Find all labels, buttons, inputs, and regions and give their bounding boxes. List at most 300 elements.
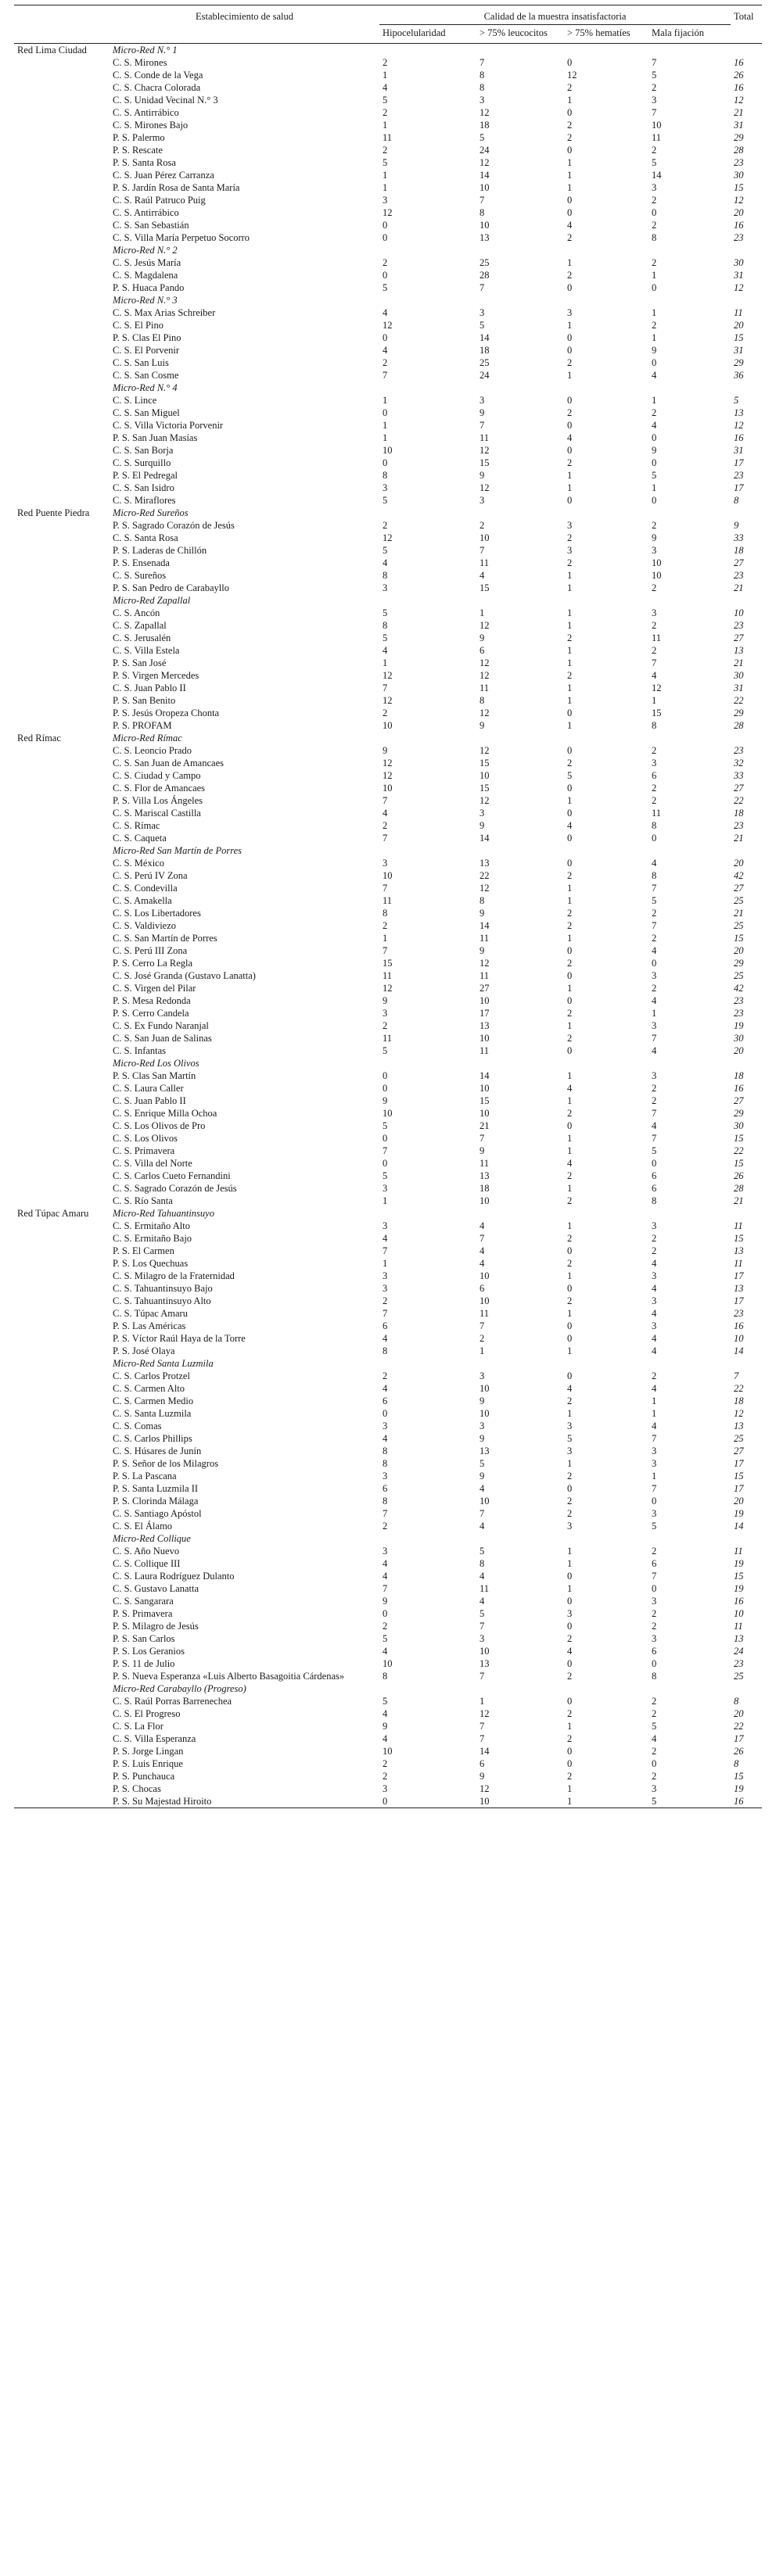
red-blank bbox=[14, 194, 110, 206]
red-blank bbox=[14, 1582, 110, 1595]
hematies-cell: 2 bbox=[567, 1008, 573, 1019]
mala-fijacion-cell: 0 bbox=[652, 833, 657, 844]
table-row bbox=[14, 944, 762, 957]
hipocelularidad-cell: 2 bbox=[383, 357, 388, 368]
establecimiento-cell: C. S. El Progreso bbox=[113, 1708, 181, 1719]
red-blank bbox=[14, 682, 110, 694]
total-cell: 30 bbox=[734, 670, 744, 681]
hipocelularidad-cell: 2 bbox=[383, 520, 388, 531]
hipocelularidad-cell: 1 bbox=[383, 933, 388, 944]
table-row bbox=[14, 369, 762, 382]
hematies-cell: 1 bbox=[567, 470, 573, 481]
red-blank bbox=[14, 1745, 110, 1757]
leucocitos-cell: 4 bbox=[480, 1245, 485, 1256]
hematies-cell: 1 bbox=[567, 895, 573, 906]
header-hipocelularidad: Hipocelularidad bbox=[379, 25, 476, 44]
total-cell: 16 bbox=[731, 1795, 762, 1808]
red-blank bbox=[14, 994, 110, 1007]
establecimiento-cell: P. S. San José bbox=[113, 657, 167, 668]
total-cell: 11 bbox=[734, 1220, 743, 1231]
establecimiento-cell: P. S. Santa Luzmila II bbox=[113, 1483, 199, 1494]
establecimiento-cell: P. S. Villa Los Ángeles bbox=[113, 795, 203, 806]
mala-fijacion-cell: 0 bbox=[652, 357, 657, 368]
hematies-cell: 1 bbox=[567, 883, 573, 894]
mala-fijacion-cell: 2 bbox=[652, 320, 657, 331]
total-cell: 16 bbox=[734, 1596, 744, 1607]
hipocelularidad-cell: 5 bbox=[383, 1120, 388, 1131]
red-blank bbox=[14, 1670, 110, 1682]
hematies-cell: 1 bbox=[567, 95, 573, 106]
hipocelularidad-cell: 10 bbox=[383, 1108, 393, 1119]
table-row bbox=[14, 807, 762, 819]
hematies-cell: 1 bbox=[567, 1458, 573, 1469]
leucocitos-cell: 12 bbox=[480, 445, 490, 456]
table-row bbox=[14, 1607, 762, 1620]
hipocelularidad-cell: 7 bbox=[383, 795, 388, 806]
hipocelularidad-cell: 9 bbox=[383, 745, 388, 756]
hematies-cell: 4 bbox=[567, 820, 573, 831]
establecimiento-cell: C. S. San Martín de Porres bbox=[113, 933, 217, 944]
table-row bbox=[14, 1582, 762, 1595]
hipocelularidad-cell: 7 bbox=[383, 833, 388, 844]
red-blank bbox=[14, 482, 110, 494]
total-cell: 11 bbox=[734, 1621, 743, 1632]
leucocitos-cell: 4 bbox=[480, 570, 485, 581]
hematies-cell: 0 bbox=[567, 1571, 573, 1582]
total-cell: 26 bbox=[734, 70, 744, 81]
hipocelularidad-cell: 6 bbox=[383, 1395, 388, 1406]
hematies-cell: 2 bbox=[567, 1258, 573, 1269]
total-cell: 23 bbox=[734, 820, 744, 831]
microred-row bbox=[14, 844, 762, 857]
mala-fijacion-cell: 0 bbox=[652, 1496, 657, 1507]
red-blank bbox=[14, 644, 110, 657]
table-row bbox=[14, 1182, 762, 1195]
leucocitos-cell: 6 bbox=[480, 1283, 485, 1294]
total-cell: 17 bbox=[734, 1295, 744, 1306]
hipocelularidad-cell: 1 bbox=[383, 395, 388, 406]
leucocitos-cell: 7 bbox=[480, 545, 485, 556]
mala-fijacion-cell: 2 bbox=[652, 1771, 657, 1782]
mala-fijacion-cell: 3 bbox=[652, 1220, 657, 1231]
establecimiento-cell: C. S. Comas bbox=[113, 1421, 162, 1431]
red-blank bbox=[14, 1019, 110, 1032]
total-cell: 31 bbox=[734, 445, 744, 456]
hematies-cell: 2 bbox=[567, 632, 573, 643]
hematies-cell: 1 bbox=[567, 1721, 573, 1732]
table-row bbox=[14, 319, 762, 331]
leucocitos-cell: 4 bbox=[480, 1258, 485, 1269]
hipocelularidad-cell: 10 bbox=[383, 1658, 393, 1669]
leucocitos-cell: 10 bbox=[480, 1408, 490, 1419]
red-name bbox=[14, 1682, 110, 1695]
establecimiento-cell: C. S. Valdiviezo bbox=[113, 920, 177, 931]
hipocelularidad-cell: 10 bbox=[383, 870, 393, 881]
hipocelularidad-cell: 1 bbox=[383, 120, 388, 131]
hipocelularidad-cell: 8 bbox=[383, 1671, 388, 1682]
total-cell: 31 bbox=[734, 120, 744, 131]
total-cell: 12 bbox=[734, 95, 744, 106]
total-cell: 8 bbox=[734, 1696, 739, 1707]
mala-fijacion-cell: 5 bbox=[652, 157, 657, 168]
hematies-cell: 4 bbox=[567, 1383, 573, 1394]
total-cell: 32 bbox=[734, 758, 744, 769]
hematies-cell: 2 bbox=[567, 1295, 573, 1306]
establecimiento-cell: P. S. Ensenada bbox=[113, 557, 170, 568]
hipocelularidad-cell: 12 bbox=[383, 983, 393, 994]
hematies-cell: 2 bbox=[567, 920, 573, 931]
table-row bbox=[14, 519, 762, 532]
table-row bbox=[14, 1757, 762, 1770]
hematies-cell: 0 bbox=[567, 107, 573, 118]
mala-fijacion-cell: 5 bbox=[652, 895, 657, 906]
red-blank bbox=[14, 356, 110, 369]
establecimiento-cell: P. S. La Pascana bbox=[113, 1471, 177, 1481]
hipocelularidad-cell: 1 bbox=[383, 1195, 388, 1206]
establecimiento-cell: P. S. San Pedro de Carabayllo bbox=[113, 582, 229, 593]
red-blank bbox=[14, 1645, 110, 1657]
hipocelularidad-cell: 0 bbox=[383, 457, 388, 468]
red-blank bbox=[14, 1470, 110, 1482]
total-cell: 15 bbox=[734, 1571, 744, 1582]
red-blank bbox=[14, 1082, 110, 1095]
table-row bbox=[14, 81, 762, 94]
table-row bbox=[14, 482, 762, 494]
mala-fijacion-cell: 3 bbox=[652, 1508, 657, 1519]
total-cell: 25 bbox=[734, 970, 744, 981]
hematies-cell: 1 bbox=[567, 1145, 573, 1156]
red-blank bbox=[14, 144, 110, 156]
table-row bbox=[14, 444, 762, 457]
total-cell: 22 bbox=[734, 1145, 744, 1156]
hipocelularidad-cell: 3 bbox=[383, 1183, 388, 1194]
hipocelularidad-cell: 5 bbox=[383, 607, 388, 618]
establecimiento-cell: C. S. Flor de Amancaes bbox=[113, 783, 206, 794]
red-blank bbox=[14, 1257, 110, 1270]
table-row bbox=[14, 782, 762, 794]
leucocitos-cell: 12 bbox=[480, 482, 490, 493]
hipocelularidad-cell: 1 bbox=[383, 432, 388, 443]
leucocitos-cell: 3 bbox=[480, 1421, 485, 1431]
mala-fijacion-cell: 3 bbox=[652, 182, 657, 193]
mala-fijacion-cell: 2 bbox=[652, 257, 657, 268]
red-blank bbox=[14, 1220, 110, 1232]
hematies-cell: 1 bbox=[567, 1183, 573, 1194]
table-row bbox=[14, 1320, 762, 1332]
table-row bbox=[14, 1245, 762, 1257]
establecimiento-cell: C. S. Los Olivos bbox=[113, 1133, 178, 1144]
establecimiento-cell: C. S. Juan Pérez Carranza bbox=[113, 170, 214, 181]
establecimiento-cell: C. S. Miraflores bbox=[113, 495, 176, 506]
total-cell: 22 bbox=[734, 1721, 744, 1732]
mala-fijacion-cell: 5 bbox=[652, 70, 657, 81]
hipocelularidad-cell: 2 bbox=[383, 107, 388, 118]
leucocitos-cell: 8 bbox=[480, 70, 485, 81]
hematies-cell: 0 bbox=[567, 332, 573, 343]
mala-fijacion-cell: 2 bbox=[652, 582, 657, 593]
mala-fijacion-cell: 4 bbox=[652, 670, 657, 681]
header-total: Total bbox=[731, 5, 762, 25]
total-cell: 15 bbox=[734, 182, 744, 193]
establecimiento-cell: C. S. Tahuantinsuyo Bajo bbox=[113, 1283, 213, 1294]
microred-name: Micro-Red Los Olivos bbox=[113, 1058, 199, 1069]
hipocelularidad-cell: 3 bbox=[383, 582, 388, 593]
table-row bbox=[14, 632, 762, 644]
red-blank bbox=[14, 269, 110, 281]
table-row bbox=[14, 1382, 762, 1395]
table-row bbox=[14, 344, 762, 356]
mala-fijacion-cell: 3 bbox=[652, 1458, 657, 1469]
header-calidad: Calidad de la muestra insatisfactoria bbox=[379, 5, 731, 25]
total-cell: 21 bbox=[734, 908, 744, 919]
mala-fijacion-cell: 3 bbox=[652, 95, 657, 106]
table-row bbox=[14, 819, 762, 832]
leucocitos-cell: 18 bbox=[480, 345, 490, 356]
leucocitos-cell: 15 bbox=[480, 457, 490, 468]
total-cell: 9 bbox=[734, 520, 739, 531]
establecimiento-cell: C. S. Perú IV Zona bbox=[113, 870, 188, 881]
table-row bbox=[14, 669, 762, 682]
mala-fijacion-cell: 10 bbox=[652, 120, 662, 131]
mala-fijacion-cell: 4 bbox=[652, 1733, 657, 1744]
red-blank bbox=[14, 1495, 110, 1507]
header-total-blank-2 bbox=[731, 25, 762, 44]
total-cell: 17 bbox=[734, 482, 744, 493]
mala-fijacion-cell: 5 bbox=[652, 1521, 657, 1532]
total-cell: 26 bbox=[734, 1746, 744, 1757]
establecimiento-cell: P. S. PROFAM bbox=[113, 720, 172, 731]
microred-name: Micro-Red N.° 2 bbox=[113, 245, 178, 256]
establecimiento-cell: C. S. Ermitaño Alto bbox=[113, 1220, 190, 1231]
hipocelularidad-cell: 4 bbox=[383, 1708, 388, 1719]
establecimiento-cell: P. S. Nueva Esperanza «Luis Alberto Basagoitia Cárdenas» bbox=[113, 1671, 345, 1682]
table-row bbox=[14, 1707, 762, 1720]
hematies-cell: 2 bbox=[567, 120, 573, 131]
total-cell: 29 bbox=[734, 132, 744, 143]
table-row bbox=[14, 1545, 762, 1557]
table-row bbox=[14, 832, 762, 844]
hematies-cell: 0 bbox=[567, 207, 573, 218]
leucocitos-cell: 3 bbox=[480, 1633, 485, 1644]
red-blank bbox=[14, 432, 110, 444]
leucocitos-cell: 11 bbox=[480, 557, 490, 568]
total-cell: 24 bbox=[734, 1646, 744, 1657]
hipocelularidad-cell: 3 bbox=[383, 1783, 388, 1794]
total-cell: 23 bbox=[734, 157, 744, 168]
red-name bbox=[14, 844, 110, 857]
leucocitos-cell: 12 bbox=[480, 958, 490, 969]
mala-fijacion-cell: 1 bbox=[652, 1408, 657, 1419]
red-blank bbox=[14, 181, 110, 194]
leucocitos-cell: 7 bbox=[480, 1621, 485, 1632]
table-row bbox=[14, 1270, 762, 1282]
leucocitos-cell: 17 bbox=[480, 1008, 490, 1019]
hematies-cell: 1 bbox=[567, 257, 573, 268]
red-blank bbox=[14, 982, 110, 994]
red-blank bbox=[14, 1270, 110, 1282]
hematies-cell: 1 bbox=[567, 645, 573, 656]
red-blank bbox=[14, 544, 110, 557]
establecimiento-cell: P. S. Cerro La Regla bbox=[113, 958, 193, 969]
mala-fijacion-cell: 2 bbox=[652, 908, 657, 919]
establecimiento-cell: P. S. Clas El Pino bbox=[113, 332, 181, 343]
total-cell: 13 bbox=[734, 1283, 744, 1294]
red-blank bbox=[14, 169, 110, 181]
table-row bbox=[14, 1445, 762, 1457]
red-blank bbox=[14, 1120, 110, 1132]
red-blank bbox=[14, 957, 110, 969]
establecimiento-cell: P. S. Mesa Redonda bbox=[113, 995, 191, 1006]
total-cell: 12 bbox=[734, 420, 744, 431]
hipocelularidad-cell: 3 bbox=[383, 1008, 388, 1019]
table-row bbox=[14, 469, 762, 482]
mala-fijacion-cell: 4 bbox=[652, 420, 657, 431]
mala-fijacion-cell: 7 bbox=[652, 57, 657, 68]
leucocitos-cell: 9 bbox=[480, 908, 485, 919]
leucocitos-cell: 28 bbox=[480, 270, 490, 281]
hematies-cell: 2 bbox=[567, 1471, 573, 1481]
leucocitos-cell: 10 bbox=[480, 220, 490, 231]
mala-fijacion-cell: 5 bbox=[652, 1145, 657, 1156]
establecimiento-cell: C. S. Condevilla bbox=[113, 883, 178, 894]
hematies-cell: 0 bbox=[567, 858, 573, 869]
establecimiento-cell: C. S. Ancón bbox=[113, 607, 160, 618]
hematies-cell: 1 bbox=[567, 482, 573, 493]
total-cell: 23 bbox=[734, 1308, 744, 1319]
total-cell: 28 bbox=[734, 720, 744, 731]
hematies-cell: 1 bbox=[567, 933, 573, 944]
leucocitos-cell: 12 bbox=[480, 107, 490, 118]
leucocitos-cell: 12 bbox=[480, 708, 490, 718]
red-name bbox=[14, 244, 110, 256]
hematies-cell: 0 bbox=[567, 1320, 573, 1331]
establecimiento-cell: P. S. Chocas bbox=[113, 1783, 161, 1794]
total-cell: 8 bbox=[734, 1758, 739, 1769]
establecimiento-cell: P. S. Jesús Oropeza Chonta bbox=[113, 708, 220, 718]
table-row bbox=[14, 1520, 762, 1532]
total-cell: 28 bbox=[734, 145, 744, 156]
microred-name: Micro-Red N.° 3 bbox=[113, 295, 178, 306]
microred-name: Micro-Red N.° 1 bbox=[113, 45, 178, 56]
establecimiento-cell: C. S. Los Olivos de Pro bbox=[113, 1120, 206, 1131]
total-cell: 15 bbox=[734, 1771, 744, 1782]
hipocelularidad-cell: 0 bbox=[383, 332, 388, 343]
hematies-cell: 0 bbox=[567, 57, 573, 68]
hematies-cell: 0 bbox=[567, 745, 573, 756]
hematies-cell: 3 bbox=[567, 1521, 573, 1532]
hematies-cell: 0 bbox=[567, 1245, 573, 1256]
hematies-cell: 2 bbox=[567, 407, 573, 418]
hematies-cell: 3 bbox=[567, 1421, 573, 1431]
total-cell: 25 bbox=[734, 920, 744, 931]
red-blank bbox=[14, 81, 110, 94]
total-cell: 30 bbox=[734, 1120, 744, 1131]
table-row bbox=[14, 169, 762, 181]
red-blank bbox=[14, 1107, 110, 1120]
establecimiento-cell: C. S. San Sebastián bbox=[113, 220, 189, 231]
table-row bbox=[14, 794, 762, 807]
total-cell: 29 bbox=[734, 1108, 744, 1119]
leucocitos-cell: 25 bbox=[480, 257, 490, 268]
hematies-cell: 1 bbox=[567, 1220, 573, 1231]
table-row bbox=[14, 557, 762, 569]
hipocelularidad-cell: 5 bbox=[383, 95, 388, 106]
leucocitos-cell: 11 bbox=[480, 1158, 490, 1169]
red-blank bbox=[14, 156, 110, 169]
hematies-cell: 0 bbox=[567, 1370, 573, 1381]
mala-fijacion-cell: 5 bbox=[648, 1795, 731, 1808]
establecimiento-cell: C. S. Laura Rodríguez Dulanto bbox=[113, 1571, 235, 1582]
red-blank bbox=[14, 1345, 110, 1357]
hematies-cell: 3 bbox=[567, 520, 573, 531]
establecimiento-cell: C. S. Sangarara bbox=[113, 1596, 174, 1607]
table-row bbox=[14, 957, 762, 969]
mala-fijacion-cell: 0 bbox=[652, 457, 657, 468]
hematies-cell: 2 bbox=[567, 1395, 573, 1406]
table-row bbox=[14, 532, 762, 544]
total-cell: 13 bbox=[734, 407, 744, 418]
mala-fijacion-cell: 1 bbox=[652, 307, 657, 318]
establecimiento-cell: C. S. La Flor bbox=[113, 1721, 163, 1732]
header-hematies: > 75% hematíes bbox=[564, 25, 648, 44]
mala-fijacion-cell: 2 bbox=[652, 220, 657, 231]
leucocitos-cell: 7 bbox=[480, 1320, 485, 1331]
leucocitos-cell: 12 bbox=[480, 657, 490, 668]
table-row bbox=[14, 1782, 762, 1795]
table-row bbox=[14, 56, 762, 69]
table-row bbox=[14, 394, 762, 407]
leucocitos-cell: 18 bbox=[480, 1183, 490, 1194]
hipocelularidad-cell: 0 bbox=[383, 407, 388, 418]
table-row bbox=[14, 1257, 762, 1270]
total-cell: 12 bbox=[734, 195, 744, 206]
establecimiento-cell: C. S. Juan Pablo II bbox=[113, 683, 186, 693]
table-row bbox=[14, 1145, 762, 1157]
microred-name: Micro-Red Carabayllo (Progreso) bbox=[113, 1683, 246, 1694]
hematies-cell: 2 bbox=[567, 1233, 573, 1244]
red-blank bbox=[14, 1657, 110, 1670]
leucocitos-cell: 15 bbox=[480, 1095, 490, 1106]
leucocitos-cell: 11 bbox=[480, 683, 490, 693]
total-cell: 13 bbox=[734, 645, 744, 656]
mala-fijacion-cell: 2 bbox=[652, 1621, 657, 1632]
total-cell: 16 bbox=[734, 1083, 744, 1094]
header-establecimiento: Establecimiento de salud bbox=[110, 5, 379, 25]
leucocitos-cell: 10 bbox=[480, 1195, 490, 1206]
total-cell: 22 bbox=[734, 795, 744, 806]
total-cell: 25 bbox=[734, 1671, 744, 1682]
establecimiento-cell: C. S. Perú III Zona bbox=[113, 945, 188, 956]
hipocelularidad-cell: 7 bbox=[383, 1583, 388, 1594]
red-blank bbox=[14, 944, 110, 957]
hematies-cell: 5 bbox=[567, 770, 573, 781]
hipocelularidad-cell: 6 bbox=[383, 1320, 388, 1331]
total-cell: 15 bbox=[734, 933, 744, 944]
red-blank bbox=[14, 369, 110, 382]
red-blank bbox=[14, 519, 110, 532]
hematies-cell: 1 bbox=[567, 1558, 573, 1569]
total-cell: 21 bbox=[734, 1195, 744, 1206]
establecimiento-cell: P. S. Clas San Martín bbox=[113, 1070, 196, 1081]
hipocelularidad-cell: 10 bbox=[383, 720, 393, 731]
mala-fijacion-cell: 2 bbox=[652, 1233, 657, 1244]
establecimiento-cell: P. S. Virgen Mercedes bbox=[113, 670, 199, 681]
establecimiento-cell: C. S. San Juan de Amancaes bbox=[113, 758, 224, 769]
hipocelularidad-cell: 5 bbox=[383, 157, 388, 168]
leucocitos-cell: 3 bbox=[480, 95, 485, 106]
establecimiento-cell: C. S. Río Santa bbox=[113, 1195, 173, 1206]
establecimiento-cell: P. S. Las Américas bbox=[113, 1320, 186, 1331]
